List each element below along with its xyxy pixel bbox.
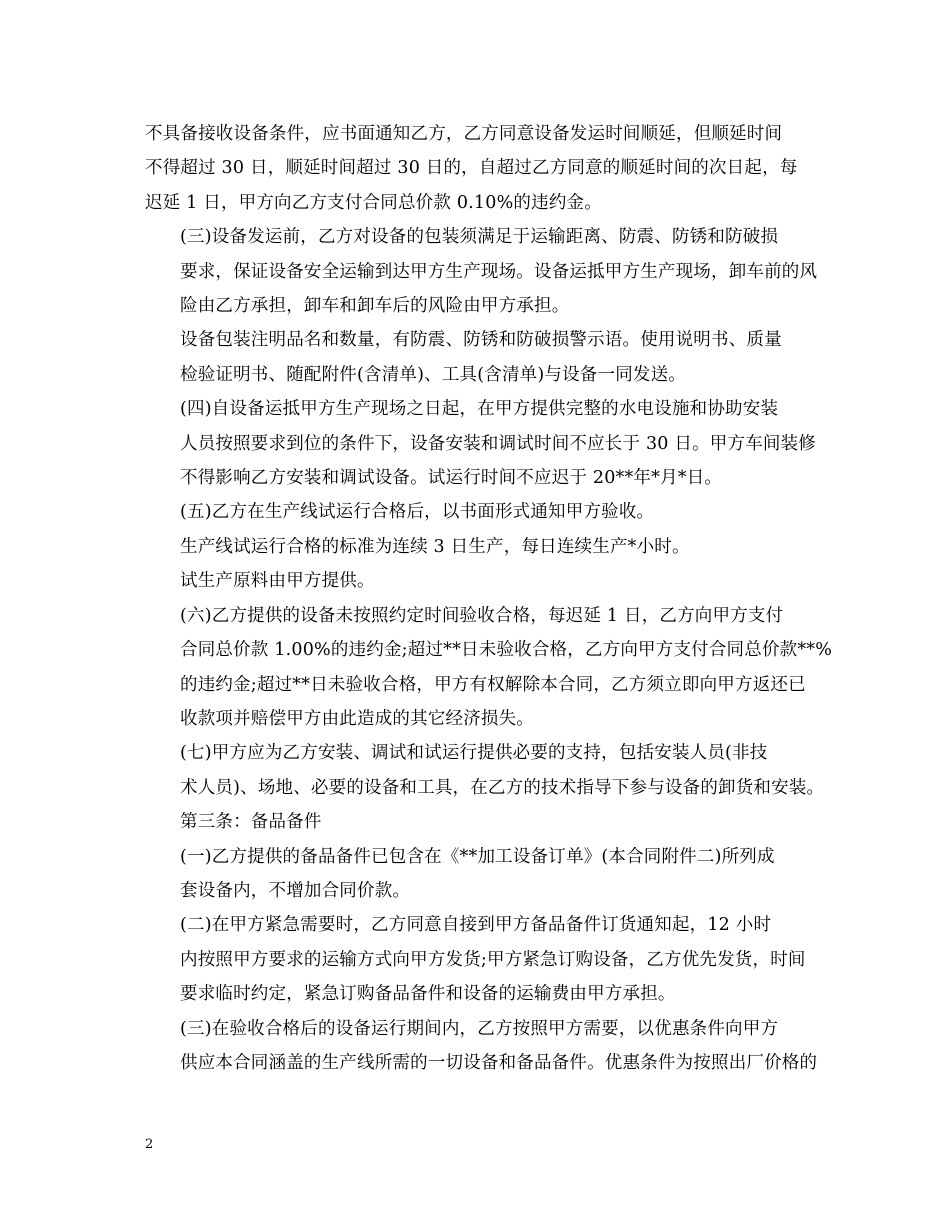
paragraph [145,530,813,564]
text-line: 生产线试运行合格的标准为连续 3 日生产，每日连续生产*小时。 [180,536,690,557]
text-line: 设备包装注明品名和数量，有防震、防锈和防破损警示语。使用说明书、质量 [180,330,782,351]
paragraph [145,1012,818,1081]
text-line: 的违约金;超过**日未验收合格，甲方有权解除本合同，乙方须立即向甲方返还已 [180,674,806,695]
text-line: 不得超过 30 日，顺延时间超过 30 日的，自超过乙方同意的顺延时间的次日起，每 [145,158,798,179]
text-line: (五)乙方在生产线试运行合格后，以书面形式通知甲方验收。 [180,502,655,523]
text-line: 人员按照要求到位的条件下，设备安装和调试时间不应长于 30 日。甲方车间装修 [180,433,816,454]
text-line: (三)设备发运前，乙方对设备的包装须满足于运输距离、防震、防锈和防破损 [180,227,779,248]
text-line: 要求，保证设备安全运输到达甲方生产现场。设备运抵甲方生产现场，卸车前的风 [180,261,818,282]
document-body [145,117,833,1080]
text-line: 要求临时约定，紧急订购备品备件和设备的运输费由甲方承担。 [180,984,676,1005]
text-line: (七)甲方应为乙方安装、调试和试运行提供必要的支持，包括安装人员(非技 [180,743,768,764]
paragraph [145,564,813,598]
paragraph [145,495,813,529]
paragraph [145,220,818,323]
paragraph [145,117,813,220]
text-line: 内按照甲方要求的运输方式向甲方发货;甲方紧急订购设备，乙方优先发货，时间 [180,949,806,970]
text-line: 合同总价款 1.00%的违约金;超过**日未验收合格，乙方向甲方支付合同总价款**% [180,640,833,661]
paragraph [145,840,813,909]
paragraph [145,805,813,839]
text-line: (六)乙方提供的设备未按照约定时间验收合格，每迟延 1 日，乙方向甲方支付 [180,605,784,626]
page-number: 2 [145,1137,154,1152]
text-line: (四)自设备运抵甲方生产现场之日起，在甲方提供完整的水电设施和协助安装 [180,399,779,420]
paragraph [145,736,825,805]
text-line: 迟延 1 日，甲方向乙方支付合同总价款 0.10%的违约金。 [145,192,602,213]
text-line: 第三条：备品备件 [180,812,322,833]
text-line: (三)在验收合格后的设备运行期间内，乙方按照甲方需要，以优惠条件向甲方 [180,1018,779,1039]
paragraph [145,392,816,495]
paragraph [145,908,813,1011]
paragraph [145,599,833,737]
text-line: 险由乙方承担，卸车和卸车后的风险由甲方承担。 [180,296,570,317]
text-line: 术人员)、场地、必要的设备和工具，在乙方的技术指导下参与设备的卸货和安装。 [180,777,825,798]
text-line: 试生产原料由甲方提供。 [180,571,375,592]
text-line: 收款项并赔偿甲方由此造成的其它经济损失。 [180,708,534,729]
text-line: 供应本合同涵盖的生产线所需的一切设备和备品备件。优惠条件为按照出厂价格的 [180,1052,818,1073]
text-line: 不得影响乙方安装和调试设备。试运行时间不应迟于 20**年*月*日。 [180,468,723,489]
text-line: 不具备接收设备条件，应书面通知乙方，乙方同意设备发运时间顺延，但顺延时间 [145,124,783,144]
text-line: 检验证明书、随配附件(含清单)、工具(含清单)与设备一同发送。 [180,364,687,385]
text-line: 套设备内，不增加合同价款。 [180,880,411,901]
text-line: (一)乙方提供的备品备件已包含在《**加工设备订单》(本合同附件二)所列成 [180,846,775,867]
text-line: (二)在甲方紧急需要时，乙方同意自接到甲方备品备件订货通知起，12 小时 [180,915,772,936]
paragraph [145,323,813,392]
